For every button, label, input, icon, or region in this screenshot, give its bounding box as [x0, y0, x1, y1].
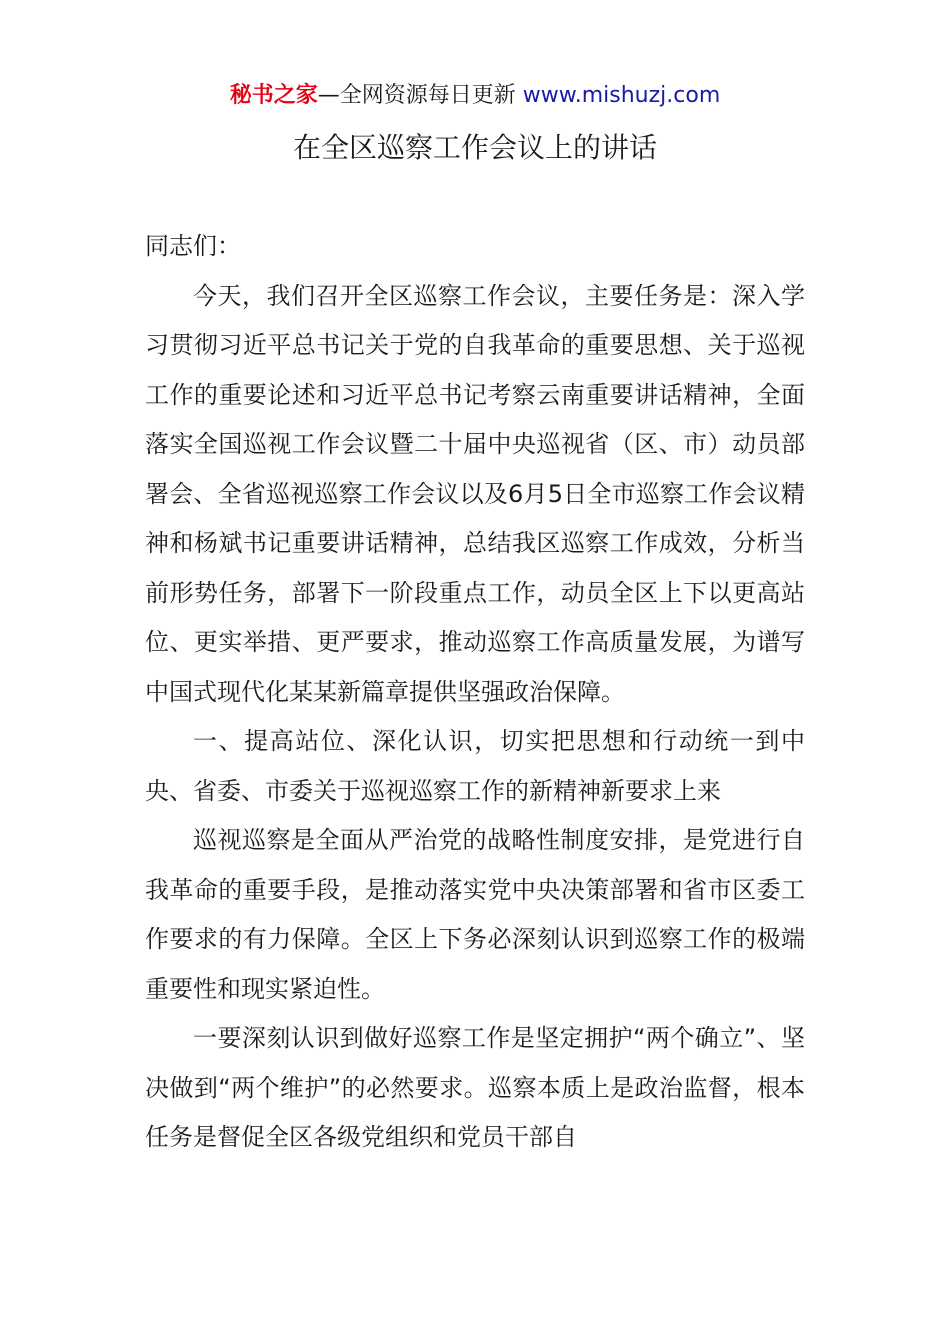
paragraph-point-1: 一要深刻认识到做好巡察工作是坚定拥护“两个确立”、坚决做到“两个维护”的必然要求。巡察本质上是政治监督，根本任务是督促全区各级党组织和党员干部自 [145, 1024, 805, 1151]
document-body [145, 222, 805, 1163]
site-tagline: —全网资源每日更新 [317, 83, 523, 108]
paragraph-section-1: 巡视巡察是全面从严治党的战略性制度安排，是党进行自我革命的重要手段，是推动落实党中央决策部署和省市区委工作要求的有力保障。全区上下务必深刻认识到巡察工作的极端重要性和现实紧迫性。 [145, 826, 805, 1003]
site-header [0, 80, 950, 112]
site-brand: 秘书之家 [229, 83, 318, 108]
section-heading-1: 一、提高站位、深化认识，切实把思想和行动统一到中央、省委、市委关于巡视巡察工作的新精神新要求上来 [145, 727, 805, 805]
salutation: 同志们： [145, 232, 241, 260]
site-url-link[interactable]: www.mishuzj.com [522, 83, 721, 108]
document-title: 在全区巡察工作会议上的讲话 [292, 131, 657, 164]
paragraph-intro: 今天，我们召开全区巡察工作会议，主要任务是：深入学习贯彻习近平总书记关于党的自我革命的重要思想、关于巡视工作的重要论述和习近平总书记考察云南重要讲话精神，全面落实全国巡视工作会议暨二十届中央巡视省（区、市）动员部署会、全省巡视巡察工作会议以及6月5日全市巡察工作会议精神和杨斌书记重要讲话精神，总结我区巡察工作成效，分析当前形势任务，部署下一阶段重点工作，动员全区上下以更高站位、更实举措、更严要求，推动巡察工作高质量发展，为谱写中国式现代化某某新篇章提供坚强政治保障。 [145, 281, 805, 706]
